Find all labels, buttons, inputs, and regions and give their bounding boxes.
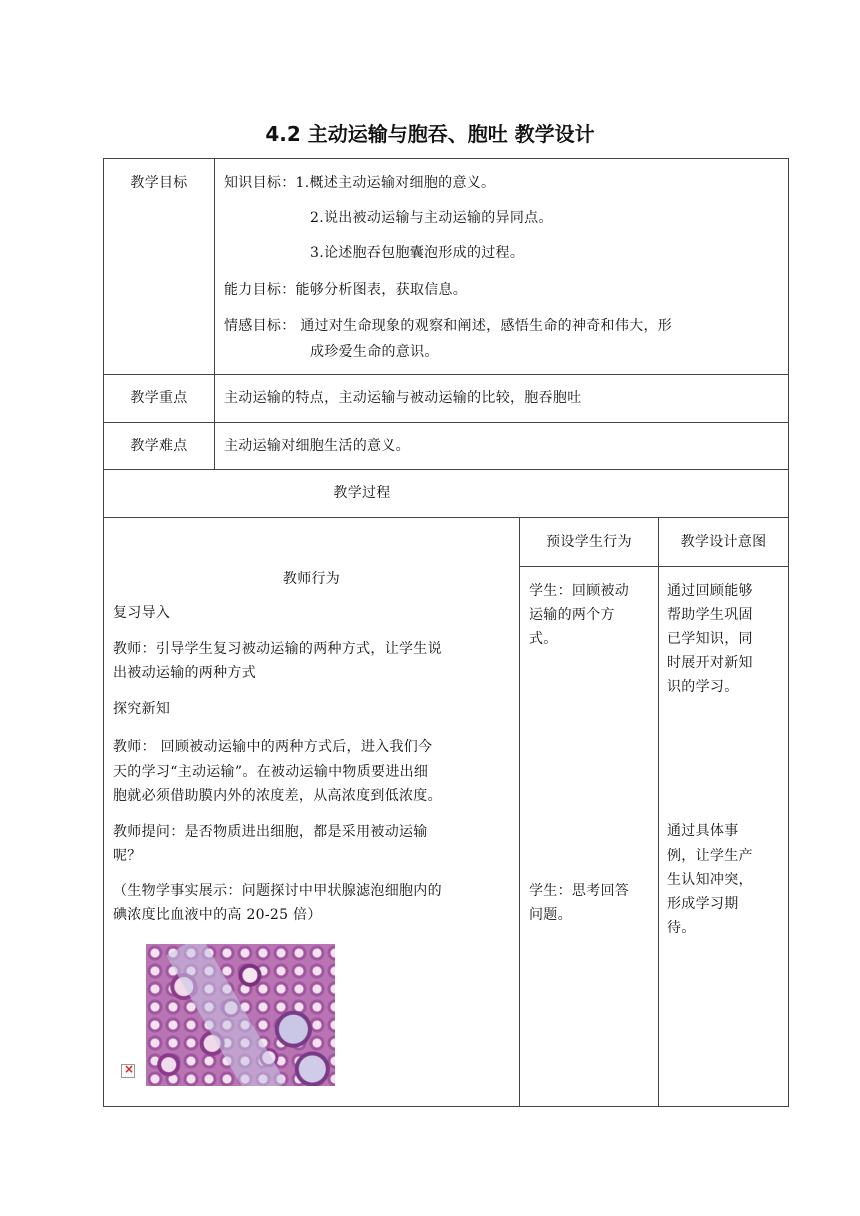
- ability-goal: 能力目标：能够分析图表，获取信息。: [224, 282, 468, 298]
- goals-label: 教学目标: [130, 175, 188, 191]
- intent-column-header: 教学设计意图: [680, 534, 767, 550]
- student-column-header: 预设学生行为: [546, 534, 632, 550]
- table-border-left: [103, 158, 104, 1107]
- knowledge-goal-3: 3.论述胞吞包胞囊泡形成的过程。: [310, 245, 525, 261]
- teacher-text: 教师提问：是否物质进出细胞，都是采用被动运输: [113, 824, 428, 840]
- student-text: 式。: [529, 631, 558, 647]
- broken-image-icon: ×: [121, 1064, 135, 1078]
- teacher-text: 教师： 回顾被动运输中的两种方式后，进入我们今: [113, 739, 433, 755]
- table-border-top: [103, 158, 789, 159]
- process-label: 教学过程: [333, 485, 391, 501]
- intent-text: 已学知识，同: [667, 631, 753, 647]
- column-divider: [519, 517, 520, 1107]
- teacher-text: 天的学习“主动运输”。在被动运输中物质要进出细: [113, 764, 429, 780]
- teacher-text: 碘浓度比血液中的高 20-25 倍）: [113, 907, 322, 923]
- knowledge-goal: 知识目标：1.概述主动运输对细胞的意义。: [224, 175, 496, 191]
- row-divider: [103, 422, 789, 423]
- difficulties-content: 主动运输对细胞生活的意义。: [224, 438, 410, 454]
- teacher-text: 教师：引导学生复习被动运输的两种方式，让学生说: [113, 641, 442, 657]
- row-divider: [103, 374, 789, 375]
- teacher-text: 出被动运输的两种方式: [113, 665, 256, 681]
- document-title: 4.2 主动运输与胞吞、胞吐 教学设计: [265, 122, 595, 146]
- student-text: 运输的两个方: [529, 607, 615, 623]
- teacher-text: 复习导入: [113, 605, 171, 621]
- label-column-divider: [214, 158, 215, 470]
- emotion-goal: 情感目标： 通过对生命现象的观察和阐述，感悟生命的神奇和伟大，形: [224, 318, 673, 334]
- intent-text: 形成学习期: [667, 896, 739, 912]
- intent-text: 例，让学生产: [667, 848, 753, 864]
- teacher-column-header: 教师行为: [282, 571, 341, 587]
- intent-text: 识的学习。: [667, 679, 739, 695]
- knowledge-goal-2: 2.说出被动运输与主动运输的异同点。: [310, 210, 553, 226]
- row-divider: [103, 469, 789, 470]
- key-points-content: 主动运输的特点，主动运输与被动运输的比较，胞吞胞吐: [224, 390, 582, 406]
- table-border-bottom: [103, 1106, 789, 1107]
- student-text: 问题。: [529, 907, 572, 923]
- intent-text: 帮助学生巩固: [667, 607, 753, 623]
- intent-text: 通过具体事: [667, 823, 739, 839]
- student-text: 学生：思考回答: [529, 883, 630, 899]
- emotion-goal-cont: 成珍爱生命的意识。: [310, 344, 439, 360]
- column-divider: [658, 517, 659, 1107]
- key-points-label: 教学重点: [130, 390, 188, 406]
- intent-text: 时展开对新知: [667, 655, 753, 671]
- difficulties-label: 教学难点: [130, 438, 188, 454]
- intent-text: 通过回顾能够: [667, 583, 753, 599]
- intent-text: 生认知冲突，: [667, 872, 753, 888]
- teacher-text: 胞就必须借助膜内外的浓度差，从高浓度到低浓度。: [113, 788, 442, 804]
- row-divider: [103, 517, 789, 518]
- row-divider: [519, 566, 789, 567]
- teacher-text: 呢？: [113, 848, 142, 864]
- table-border-right: [788, 158, 789, 1107]
- thyroid-follicle-micrograph: [146, 944, 335, 1086]
- teacher-text: 探究新知: [113, 701, 171, 717]
- teacher-text: （生物学事实展示：问题探讨中甲状腺滤泡细胞内的: [113, 883, 442, 899]
- student-text: 学生：回顾被动: [529, 583, 630, 599]
- intent-text: 待。: [667, 920, 696, 936]
